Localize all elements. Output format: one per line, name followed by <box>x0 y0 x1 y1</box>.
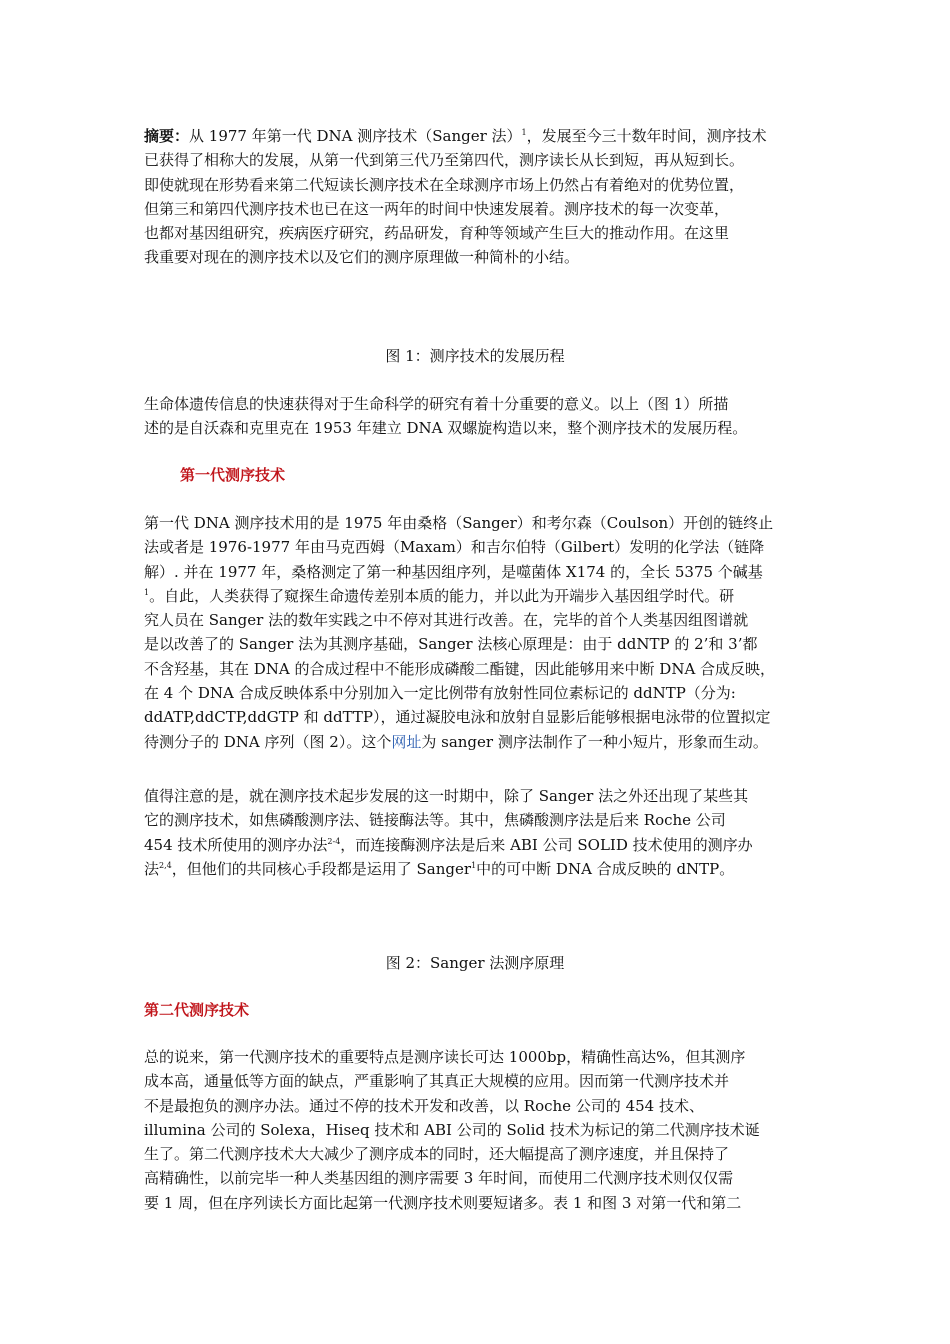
paragraph-line: 法$^{2,4}$，但他们的共同核心手段都是运用了 Sanger$^1$中的可中断 DNA 合成反映的 dNTP。 <box>144 859 735 878</box>
paragraph-line: 是以改善了的 Sanger 法为其测序基础，Sanger 法核心原理是：由于 ddNTP 的 2’和 3’都 <box>144 635 758 654</box>
figure-1-caption: 图 1：测序技术的发展历程 <box>385 347 565 365</box>
abstract-line: 我重要对现在的测序技术以及它们的测序原理做一种简朴的小结。 <box>144 248 580 267</box>
paragraph-line: 高精确性，以前完毕一种人类基因组的测序需要 3 年时间，而使用二代测序技术则仅仅需 <box>144 1169 734 1188</box>
citation-ref: 1 <box>471 860 477 870</box>
citation-ref: 2-4 <box>327 836 341 846</box>
first-gen-paragraph <box>144 511 806 754</box>
paragraph-line: 生了。第二代测序技术大大减少了测序成本的同时，还大幅提高了测序速度，并且保持了 <box>144 1145 730 1164</box>
intro-paragraph <box>144 392 806 441</box>
second-gen-paragraph <box>144 1045 806 1215</box>
first-gen-other-methods-paragraph <box>144 784 806 881</box>
abstract-line: 但第三和第四代测序技术也已在这一两年的时间中快速发展着。测序技术的每一次变革， <box>144 199 730 218</box>
abstract-line: 也都对基因组研究，疾病医疗研究，药品研发，育种等领域产生巨大的推动作用。在这里 <box>144 224 730 243</box>
paragraph-line: 解）. 并在 1977 年，桑格测定了第一种基因组序列，是噬菌体 X174 的，全长 5375 个碱基 <box>144 562 763 581</box>
paragraph-line: 不含羟基，其在 DNA 的合成过程中不能形成磷酸二酯键，因此能够用来中断 DNA 合成反映， <box>144 659 776 678</box>
paragraph-line: $^1$。自此，人类获得了窥探生命遗传差别本质的能力，并以此为开端步入基因组学时代。研 <box>144 586 735 605</box>
video-link[interactable]: 网址 <box>391 732 422 751</box>
abstract-paragraph <box>144 124 806 270</box>
paragraph-line: 法或者是 1976-1977 年由马克西姆（Maxam）和吉尔伯特（Gilbert）发明的化学法（链降 <box>144 538 765 557</box>
section-heading-second-gen: 第二代测序技术 <box>144 1001 250 1019</box>
paragraph-line: illumina 公司的 Solexa，Hiseq 技术和 ABI 公司的 Solid 技术为标记的第二代测序技术诞 <box>144 1120 760 1139</box>
paragraph-line: 总的说来，第一代测序技术的重要特点是测序读长可达 1000bp，精确性高达%，但其测序 <box>144 1048 746 1066</box>
citation-ref: 1 <box>144 587 150 597</box>
abstract-line: 摘要：从 1977 年第一代 DNA 测序技术（Sanger 法）$^1$，发展至今三十数年时间，测序技术 <box>144 127 767 145</box>
abstract-line: 已获得了相称大的发展，从第一代到第三代乃至第四代，测序读长从长到短，再从短到长。 <box>144 151 745 170</box>
paragraph-line: 在 4 个 DNA 合成反映体系中分别加入一定比例带有放射性同位素标记的 ddNTP（分为: <box>144 684 736 703</box>
section-heading-first-gen: 第一代测序技术 <box>180 466 286 484</box>
intro-line: 生命体遗传信息的快速获得对于生命科学的研究有着十分重要的意义。以上（图 1）所描 <box>144 395 729 413</box>
paragraph-line: 待测分子的 DNA 序列（图 2）。这个网址为 sanger 测序法制作了一种小短片，形象而生动。 <box>144 732 768 751</box>
paragraph-line: 成本高，通量低等方面的缺点，严重影响了其真正大规模的应用。因而第一代测序技术并 <box>144 1072 730 1091</box>
abstract-label: 摘要： <box>144 127 190 145</box>
paragraph-line: 值得注意的是，就在测序技术起步发展的这一时期中，除了 Sanger 法之外还出现了某些其 <box>144 787 749 805</box>
citation-ref: 2,4 <box>159 860 172 870</box>
paragraph-line: 不是最抱负的测序办法。通过不停的技术开发和改善，以 Roche 公司的 454 技术、 <box>144 1096 704 1115</box>
paragraph-line: 要 1 周，但在序列读长方面比起第一代测序技术则要短诸多。表 1 和图 3 对第一代和第二 <box>144 1193 742 1212</box>
paragraph-line: 454 技术所使用的测序办法$^{2-4}$，而连接酶测序法是后来 ABI 公司 SOLID 技术使用的测序办 <box>144 835 753 854</box>
paragraph-line: 第一代 DNA 测序技术用的是 1975 年由桑格（Sanger）和考尔森（Coulson）开创的链终止 <box>144 514 774 532</box>
abstract-line: 即使就现在形势看来第二代短读长测序技术在全球测序市场上仍然占有着绝对的优势位置， <box>144 175 745 194</box>
figure-2-caption: 图 2：Sanger 法测序原理 <box>385 954 565 972</box>
citation-ref: 1 <box>521 128 527 137</box>
intro-line: 述的是自沃森和克里克在 1953 年建立 DNA 双螺旋构造以来，整个测序技术的发展历程。 <box>144 419 748 438</box>
paragraph-line: 究人员在 Sanger 法的数年实践之中不停对其进行改善。在，完毕的首个人类基因组图谱就 <box>144 611 749 630</box>
paragraph-line: ddATP,ddCTP,ddGTP 和 ddTTP），通过凝胶电泳和放射自显影后能够根据电泳带的位置拟定 <box>144 708 771 727</box>
paragraph-line: 它的测序技术，如焦磷酸测序法、链接酶法等。其中，焦磷酸测序法是后来 Roche 公司 <box>144 811 726 830</box>
